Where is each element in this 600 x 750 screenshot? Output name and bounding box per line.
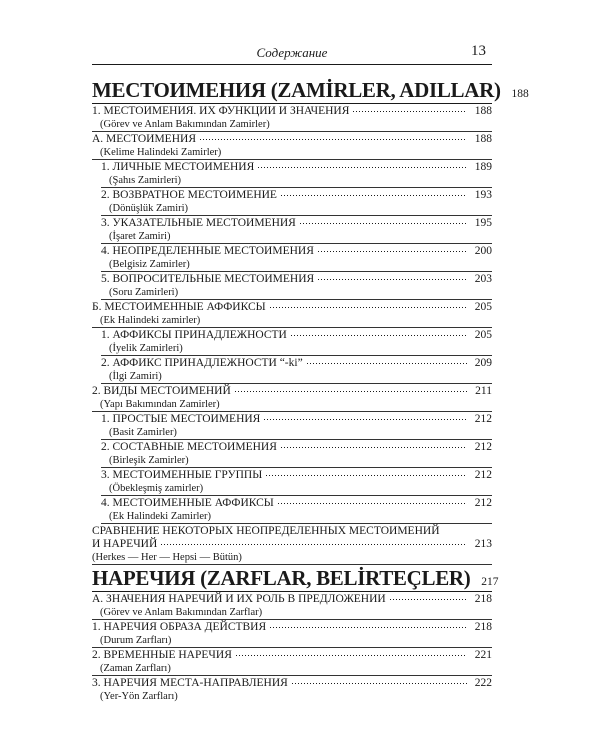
dot-leader bbox=[280, 193, 467, 198]
toc-entry bbox=[92, 592, 492, 620]
entry-title: 3. МЕСТОИМЕННЫЕ ГРУППЫ bbox=[101, 469, 263, 481]
entry-title-line1: СРАВНЕНИЕ НЕКОТОРЫХ НЕОПРЕДЕЛЕННЫХ МЕСТОИМЕНИЙ bbox=[92, 525, 440, 537]
entry-title: 2. ВОЗВРАТНОЕ МЕСТОИМЕНИЕ bbox=[101, 189, 277, 201]
dot-leader bbox=[299, 221, 467, 226]
toc-entry bbox=[101, 160, 492, 188]
entry-title: 2. СОСТАВНЫЕ МЕСТОИМЕНИЯ bbox=[101, 441, 277, 453]
entry-title: 4. НЕОПРЕДЕЛЕННЫЕ МЕСТОИМЕНИЯ bbox=[101, 245, 314, 257]
entry-subtitle: (İşaret Zamiri) bbox=[109, 231, 171, 242]
entry-title: 5. ВОПРОСИТЕЛЬНЫЕ МЕСТОИМЕНИЯ bbox=[101, 273, 315, 285]
entry-page-number: 212 bbox=[474, 497, 492, 509]
header-page-number: 13 bbox=[471, 43, 486, 59]
entry-page-number: 211 bbox=[475, 385, 492, 397]
dot-leader bbox=[265, 473, 467, 478]
entry-title: А. МЕСТОИМЕНИЯ bbox=[92, 133, 196, 145]
entry-subtitle: (Herkes — Her — Hepsi — Bütün) bbox=[92, 552, 242, 563]
entry-subtitle: (Öbekleşmiş zamirler) bbox=[109, 483, 204, 494]
toc-entry bbox=[101, 412, 492, 440]
entry-title: 1. ЛИЧНЫЕ МЕСТОИМЕНИЯ bbox=[101, 161, 255, 173]
entry-title: 4. МЕСТОИМЕННЫЕ АФФИКСЫ bbox=[101, 497, 274, 509]
dot-leader bbox=[291, 681, 467, 686]
toc-entry bbox=[101, 272, 492, 300]
entry-title: 1. МЕСТОИМЕНИЯ. ИХ ФУНКЦИИ И ЗНАЧЕНИЯ bbox=[92, 105, 350, 117]
entry-page-number: 205 bbox=[474, 329, 492, 341]
entry-page-number: 222 bbox=[474, 677, 492, 689]
toc-entry bbox=[92, 132, 492, 160]
entry-title: Б. МЕСТОИМЕННЫЕ АФФИКСЫ bbox=[92, 301, 266, 313]
running-header bbox=[92, 42, 492, 65]
entry-title: 3. УКАЗАТЕЛЬНЫЕ МЕСТОИМЕНИЯ bbox=[101, 217, 296, 229]
toc-entry bbox=[92, 648, 492, 676]
entry-page-number: 188 bbox=[474, 105, 492, 117]
dot-leader bbox=[317, 277, 467, 282]
section-heading bbox=[92, 78, 529, 104]
section-pronouns bbox=[92, 78, 529, 565]
section-page-number: 188 bbox=[511, 88, 529, 100]
entry-subtitle: (Yapı Bakımından Zamirler) bbox=[100, 399, 220, 410]
dot-leader bbox=[199, 137, 467, 142]
entry-subtitle: (Ek Halindeki zamirler) bbox=[100, 315, 201, 326]
entry-title: 1. НАРЕЧИЯ ОБРАЗА ДЕЙСТВИЯ bbox=[92, 621, 267, 633]
entry-page-number: 212 bbox=[474, 469, 492, 481]
section-heading bbox=[92, 566, 499, 592]
section-title: МЕСТОИМЕНИЯ (ZAMİRLER, ADILLAR) bbox=[92, 78, 501, 102]
entry-subtitle: (Görev ve Anlam Bakımından Zarflar) bbox=[100, 607, 263, 618]
entry-subtitle: (İyelik Zamirleri) bbox=[109, 343, 183, 354]
entry-subtitle: (Birleşik Zamirler) bbox=[109, 455, 189, 466]
entry-subtitle: (Durum Zarfları) bbox=[100, 635, 172, 646]
dot-leader bbox=[160, 542, 467, 547]
dot-leader bbox=[389, 597, 467, 602]
dot-leader bbox=[290, 333, 467, 338]
dot-leader bbox=[269, 305, 467, 310]
entry-subtitle: (Zaman Zarfları) bbox=[100, 663, 171, 674]
dot-leader bbox=[263, 417, 467, 422]
entry-subtitle: (Soru Zamirleri) bbox=[109, 287, 179, 298]
toc-entry bbox=[92, 300, 492, 328]
toc-entry bbox=[92, 384, 492, 412]
entry-page-number: 188 bbox=[474, 133, 492, 145]
toc-entry bbox=[92, 676, 492, 703]
dot-leader bbox=[269, 625, 467, 630]
toc-entry bbox=[101, 468, 492, 496]
entry-page-number: 193 bbox=[474, 189, 492, 201]
toc-entry bbox=[101, 356, 492, 384]
entry-page-number: 221 bbox=[474, 649, 492, 661]
toc-entry bbox=[101, 440, 492, 468]
entry-page-number: 218 bbox=[474, 593, 492, 605]
entry-title-line2: И НАРЕЧИЙ bbox=[92, 538, 158, 550]
toc-entry bbox=[101, 244, 492, 272]
entry-subtitle: (Kelime Halindeki Zamirler) bbox=[100, 147, 222, 158]
entry-title: А. ЗНАЧЕНИЯ НАРЕЧИЙ И ИХ РОЛЬ В ПРЕДЛОЖЕНИИ bbox=[92, 593, 386, 605]
toc-entry bbox=[101, 496, 492, 524]
entry-subtitle: (Görev ve Anlam Bakımından Zamirler) bbox=[100, 119, 270, 130]
entry-page-number: 200 bbox=[474, 245, 492, 257]
entry-page-number: 212 bbox=[474, 441, 492, 453]
toc-entry bbox=[101, 216, 492, 244]
dot-leader bbox=[257, 165, 467, 170]
dot-leader bbox=[317, 249, 467, 254]
entry-title: 2. АФФИКС ПРИНАДЛЕЖНОСТИ “-ki” bbox=[101, 357, 303, 369]
entry-title: 3. НАРЕЧИЯ МЕСТА-НАПРАВЛЕНИЯ bbox=[92, 677, 288, 689]
section-adverbs bbox=[92, 566, 499, 703]
entry-page-number: 212 bbox=[474, 413, 492, 425]
dot-leader bbox=[234, 389, 467, 394]
entry-subtitle: (Belgisiz Zamirler) bbox=[109, 259, 190, 270]
entry-subtitle: (İlgi Zamiri) bbox=[109, 371, 162, 382]
header-title: Содержание bbox=[256, 45, 328, 60]
dot-leader bbox=[277, 501, 467, 506]
dot-leader bbox=[352, 109, 467, 114]
section-title: НАРЕЧИЯ (ZARFLAR, BELİRTEÇLER) bbox=[92, 566, 471, 590]
toc-entry bbox=[101, 188, 492, 216]
entry-title: 1. ПРОСТЫЕ МЕСТОИМЕНИЯ bbox=[101, 413, 261, 425]
entry-page-number: 213 bbox=[474, 538, 492, 550]
dot-leader bbox=[235, 653, 467, 658]
entry-title: 1. АФФИКСЫ ПРИНАДЛЕЖНОСТИ bbox=[101, 329, 287, 341]
entry-subtitle: (Ek Halindeki Zamirler) bbox=[109, 511, 212, 522]
dot-leader bbox=[306, 361, 467, 366]
entry-title: 2. ВИДЫ МЕСТОИМЕНИЙ bbox=[92, 385, 231, 397]
entry-page-number: 189 bbox=[474, 161, 492, 173]
entry-page-number: 203 bbox=[474, 273, 492, 285]
dot-leader bbox=[280, 445, 467, 450]
entry-subtitle: (Dönüşlük Zamiri) bbox=[109, 203, 189, 214]
toc-entry-comparison bbox=[92, 524, 492, 565]
section-page-number: 217 bbox=[481, 576, 499, 588]
entry-subtitle: (Şahıs Zamirleri) bbox=[109, 175, 182, 186]
entry-subtitle: (Basit Zamirler) bbox=[109, 427, 177, 438]
entry-page-number: 205 bbox=[474, 301, 492, 313]
toc-entry bbox=[92, 620, 492, 648]
toc-entry bbox=[101, 328, 492, 356]
entry-page-number: 218 bbox=[474, 621, 492, 633]
entry-page-number: 209 bbox=[474, 357, 492, 369]
entry-page-number: 195 bbox=[474, 217, 492, 229]
entry-title: 2. ВРЕМЕННЫЕ НАРЕЧИЯ bbox=[92, 649, 232, 661]
entry-subtitle: (Yer-Yön Zarfları) bbox=[100, 691, 178, 702]
toc-entry bbox=[92, 104, 492, 132]
